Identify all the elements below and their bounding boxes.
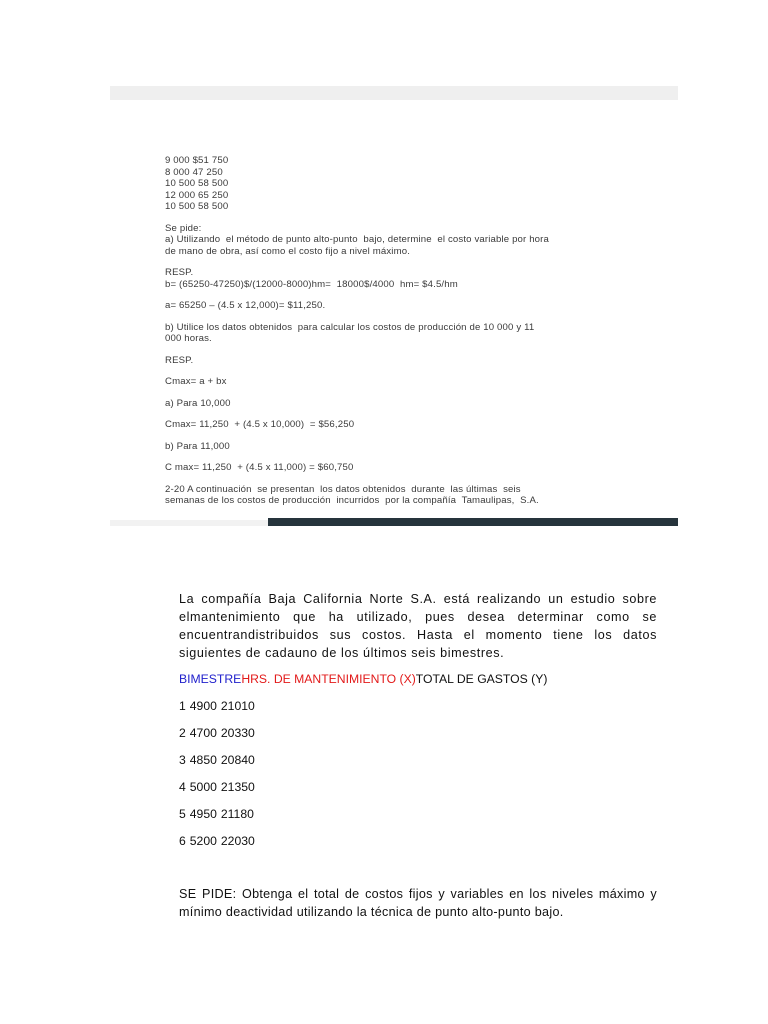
row-bimestre: 3: [179, 753, 186, 767]
scan-line: RESP.: [165, 354, 194, 366]
scan-bottom-dark-bar: [268, 518, 678, 526]
row-bimestre: 5: [179, 807, 186, 821]
data-row: [179, 778, 657, 796]
scan-line: 10 500 58 500: [165, 201, 229, 212]
table-header-line: [179, 670, 657, 688]
scan-line: a) Para 10,000: [165, 397, 231, 409]
row-total: 21180: [220, 807, 254, 821]
row-bimestre: 4: [179, 780, 186, 794]
scan-line: Se pide:: [165, 222, 202, 234]
scan-line: 2-20 A continuación se presentan los datos obtenidos durante las últimas seis: [165, 483, 521, 495]
scan-line: 000 horas.: [165, 333, 212, 344]
row-bimestre: 6: [179, 834, 186, 848]
data-row: [179, 832, 657, 850]
data-rows: [179, 697, 657, 850]
scanned-text-block: [165, 155, 605, 507]
scan-line: semanas de los costos de producción incurridos por la compañía Tamaulipas, S.A.: [165, 495, 539, 506]
scan-line-gap: [165, 431, 605, 441]
row-hours: 4950: [189, 807, 217, 821]
row-hours: 5000: [189, 780, 217, 794]
scan-line: a) Utilizando el método de punto alto-punto bajo, determine el costo variable por hora: [165, 234, 549, 245]
scan-line: de mano de obra, así como el costo fijo a nivel máximo.: [165, 245, 411, 257]
scan-line-gap: [165, 312, 605, 322]
scan-line-gap: [165, 213, 605, 223]
scan-line: Cmax= a + bx: [165, 376, 227, 387]
header-bimestre: BIMESTRE: [179, 672, 242, 686]
scan-line-gap: [165, 409, 605, 419]
row-total: 20330: [220, 726, 255, 740]
scan-line: C max= 11,250 + (4.5 x 11,000) = $60,750: [165, 462, 354, 473]
scan-line: 8 000 47 250: [165, 166, 223, 178]
row-bimestre: 1: [179, 699, 186, 713]
scan-line: b) Utilice los datos obtenidos para calcular los costos de producción de 10 000 y 11: [165, 321, 535, 333]
header-hrs-mantenimiento: HRS. DE MANTENIMIENTO (X): [241, 672, 416, 686]
row-total: 21350: [220, 780, 255, 794]
row-total: 20840: [220, 753, 255, 767]
scan-line: b= (65250-47250)$/(12000-8000)hm= 18000$/4000 hm= $4.5/hm: [165, 278, 458, 290]
row-total: 21010: [220, 699, 255, 713]
row-hours: 4700: [189, 726, 217, 740]
row-hours: 5200: [189, 834, 217, 848]
scanned-image: [110, 100, 678, 526]
scan-line-gap: [165, 290, 605, 300]
header-total-gastos: TOTAL DE GASTOS (Y): [415, 672, 548, 686]
scan-line-gap: [165, 388, 605, 398]
row-hours: 4850: [189, 753, 217, 767]
data-row: [179, 751, 657, 769]
scan-line: 12 000 65 250: [165, 189, 229, 201]
scan-line: a= 65250 – (4.5 x 12,000)= $11,250.: [165, 300, 326, 311]
document-body: [179, 590, 657, 921]
data-row: [179, 724, 657, 742]
scan-line-gap: [165, 452, 605, 462]
scan-line: Cmax= 11,250 + (4.5 x 10,000) = $56,250: [165, 419, 355, 430]
top-gray-band: [110, 86, 678, 100]
scan-line: b) Para 11,000: [165, 440, 230, 452]
se-pide-paragraph: SE PIDE: Obtenga el total de costos fijos y variables en los niveles máximo y mínimo deactividad utilizando la técnica de punto alto-punto bajo.: [179, 887, 657, 919]
scan-bottom-strip: [110, 520, 268, 526]
row-hours: 4900: [189, 699, 217, 713]
scan-line: 9 000 $51 750: [165, 155, 229, 166]
scan-line: RESP.: [165, 267, 194, 278]
scan-line-gap: [165, 474, 605, 484]
row-bimestre: 2: [179, 726, 186, 740]
row-total: 22030: [220, 834, 255, 848]
intro-paragraph: La compañía Baja California Norte S.A. está realizando un estudio sobre elmantenimiento que ha utilizado, pues desea determinar como se encuentrandistribuidos sus costos. Hasta el momento tiene los datos siguientes de cadauno de los últimos seis bimestres.: [179, 592, 657, 660]
scan-line-gap: [165, 345, 605, 355]
scan-line-gap: [165, 257, 605, 267]
data-row: [179, 697, 657, 715]
scan-line-gap: [165, 366, 605, 376]
scan-line: 10 500 58 500: [165, 178, 229, 189]
data-row: [179, 805, 657, 823]
